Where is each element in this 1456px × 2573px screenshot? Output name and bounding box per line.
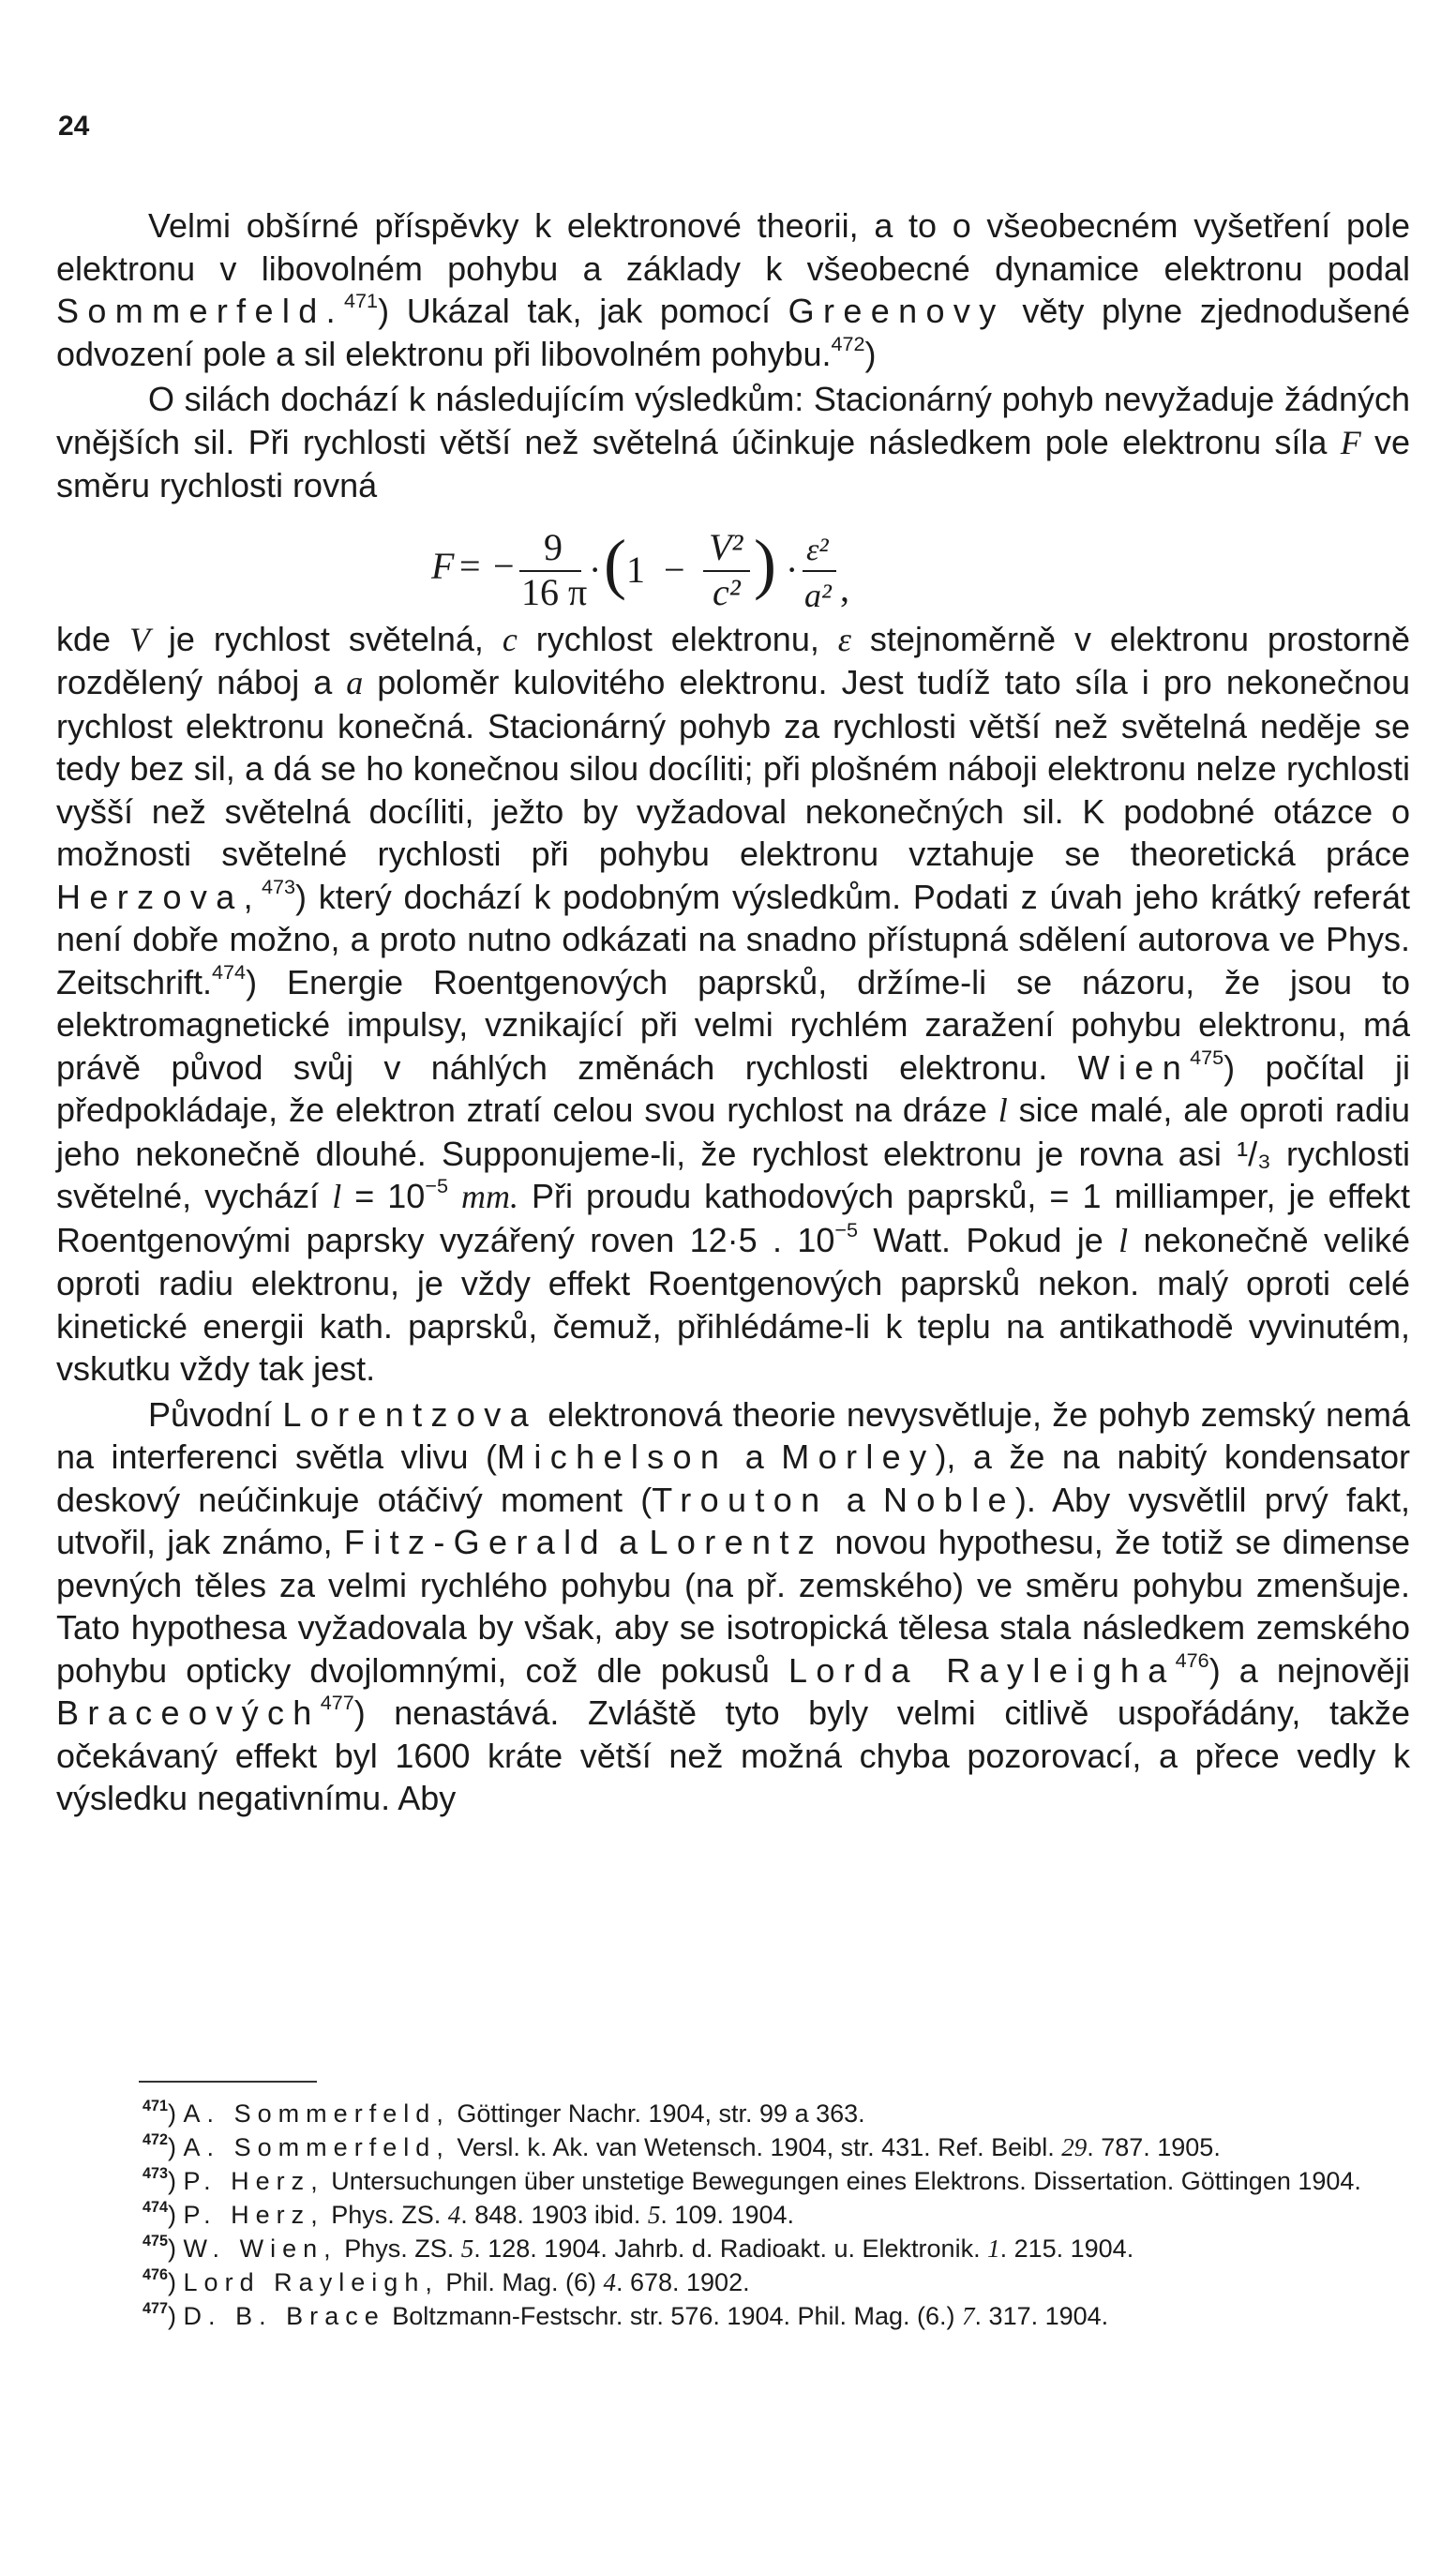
text: nekonečně veliké oproti radiu elektronu, je vždy effekt Roentgenových paprsků nekon. malý oproti celé kinetické energii kath. paprsků, čemuž, přihlédáme-li k teplu na antikathodě vyvinutém, vskutku vždy tak jest. <box>56 1220 1410 1388</box>
formula-F: F <box>431 544 455 587</box>
text: ) nenastává. Zvláště tyto byly velmi citlivě uspořádány, takže očekávaný effekt byl 1600 kráte větší než možná chyba pozorovací, a přece vedly k výsledku negativnímu. Aby <box>56 1693 1410 1817</box>
footnote-text: Göttinger Nachr. 1904, str. 99 a 363. <box>449 2099 865 2128</box>
unit: mm. <box>460 1178 518 1215</box>
volume: 5 <box>460 2234 474 2263</box>
footnote-number: 471 <box>143 2097 169 2114</box>
text: poloměr kulovitého elektronu. Jest tudíž tato síla i pro nekonečnou rychlost elektronu konečná. Stacionárný pohyb za rychlosti větší než světelná neděje se tedy bez sil, a dá se ho konečnou silou docíliti; při plošném náboji elektronu nelze rychlosti vyšší než světelná docíliti, ježto by vyžadoval nekonečných sil. K podobné otázce o možnosti světelné rychlosti při pohybu elektronu vztahuje se theoretická práce <box>56 663 1410 873</box>
footnote-text: Versl. k. Ak. van Wetensch. 1904, str. 431. Ref. Beibl. <box>449 2133 1062 2161</box>
footnote-ref[interactable]: 474 <box>212 959 247 984</box>
formula-eps2: ε² <box>806 532 829 567</box>
footnote-ref[interactable]: 475 <box>1190 1045 1224 1069</box>
footnote-474: $^{474}$) P. Herz, Phys. ZS. 4. 848. 1903 ibid. 5. 109. 1904. <box>143 2198 795 2229</box>
footnote-475: $^{475}$) W. Wien, Phys. ZS. 5. 128. 1904. Jahrb. d. Radioakt. u. Elektronik. 1. 215. 1904. <box>143 2232 1134 2263</box>
formula-numerator: 9 <box>544 525 563 568</box>
text: Watt. Pokud je <box>858 1220 1119 1259</box>
author-name: Wien <box>1077 1047 1191 1087</box>
footnote-author: W. Wien, <box>183 2234 338 2263</box>
formula-a2: a² <box>804 576 832 614</box>
footnote-author: A. Sommerfeld, <box>183 2133 450 2161</box>
footnote-text: Phil. Mag. (6) <box>438 2268 604 2296</box>
paragraph-2 <box>56 378 1410 507</box>
text: ) Energie Roentgenových paprsků, držíme-li se názoru, že jsou to elektromagnetické impulsy, vznikající při velmi rychlém zaražení pohybu elektronu, má právě původ svůj v náhlých změnách rychlosti elektronu. <box>56 962 1410 1087</box>
author-name: Greenovy <box>788 292 1005 330</box>
footnote-473: $^{473}$) P. Herz, Untersuchungen über unstetige Bewegungen eines Elektrons. Dissertation. Göttingen 1904. <box>143 2164 1361 2195</box>
footnote-text: . 317. 1904. <box>974 2302 1109 2330</box>
text: novou hypothesu, že totiž se dimense pevných těles za velmi rychlého pohybu (na př. zemského) ve směru pohybu zmenšuje. Tato hypothesa vyžadovala by však, aby se isotropická tělesa stala následkem zemského pohybu opticky dvojlomnými, což dle pokusů <box>56 1523 1410 1690</box>
formula-V2: V² <box>709 525 743 568</box>
footnote-ref[interactable]: 472 <box>831 331 865 355</box>
footnote-number: 472 <box>143 2130 169 2148</box>
author-name: Sommerfeld. <box>56 292 345 330</box>
formula-equals: = <box>459 544 481 587</box>
math-symbol: l <box>332 1178 342 1215</box>
author-name: Noble <box>883 1480 1015 1519</box>
text: a <box>607 1523 650 1561</box>
paragraph-1 <box>56 204 1410 375</box>
formula-minus: − <box>493 544 515 587</box>
text: a <box>828 1480 884 1519</box>
body-text <box>56 204 1410 1820</box>
volume: 5 <box>647 2201 661 2229</box>
footnote-number: 473 <box>143 2164 169 2182</box>
footnote-ref[interactable]: 473 <box>261 874 295 898</box>
author-name: Fitz-Gerald <box>343 1523 608 1561</box>
footnote-ref[interactable]: 477 <box>320 1690 354 1714</box>
page-number: 24 <box>58 111 90 142</box>
formula-comma: , <box>840 566 849 609</box>
text: rychlost elektronu, <box>517 619 838 658</box>
volume: 1 <box>987 2234 1000 2263</box>
text: elektronová theorie nevysvětluje, že pohyb zemský nemá na interferenci světla vlivu ( <box>56 1394 1410 1476</box>
volume: 4 <box>447 2201 461 2229</box>
text: ) počítal ji předpokládaje, že elektron ztratí celou svou rychlost na dráze <box>56 1047 1410 1129</box>
text <box>448 1177 461 1215</box>
math-symbol: V <box>128 620 150 658</box>
author-name: Michelson <box>497 1437 728 1476</box>
author-name: Lorentzova <box>282 1394 538 1434</box>
text: Velmi obšírné příspěvky k elektronové theorii, a to o všeobecném vyšetření pole elektronu v libovolném pohybu a základy k všeobecné dynamice elektronu podal <box>56 206 1410 288</box>
author-name: Lorentz <box>649 1523 824 1561</box>
math-symbol: c <box>502 620 518 658</box>
footnote-text: . 109. 1904. <box>660 2201 795 2229</box>
footnote-471: $^{471}$) A. Sommerfeld, Göttinger Nachr. 1904, str. 99 a 363. <box>143 2097 865 2128</box>
volume: 4 <box>603 2268 616 2296</box>
volume: 29 <box>1061 2133 1088 2161</box>
text: ve směru rychlosti rovná <box>56 422 1410 504</box>
text: je rychlost světelná, <box>149 619 503 658</box>
text: ). Aby vysvětlil prvý fakt, utvořil, jak známo, <box>56 1480 1410 1561</box>
formula-minus-2: − <box>664 548 685 591</box>
footnote-text: . 128. 1904. Jahrb. d. Radioakt. u. Elektronik. <box>473 2234 988 2263</box>
paragraph-4 <box>56 1393 1410 1820</box>
author-name: Morley <box>781 1437 936 1476</box>
text: ) Ukázal tak, jak pomocí <box>378 292 788 330</box>
text: ) <box>864 334 877 373</box>
text: Původní <box>148 1394 283 1434</box>
footnote-text: Boltzmann-Festschr. str. 576. 1904. Phil. Mag. (6.) <box>384 2302 963 2330</box>
text: ) který dochází k podobným výsledkům. Podati z úvah jeho krátký referát není dobře možno, a proto nutno odkázati na snadno přístupná sdělení autorova ve Phys. Zeitschrift. <box>56 877 1410 1001</box>
text: a <box>728 1437 782 1476</box>
footnote-476: $^{476}$) Lord Rayleigh, Phil. Mag. (6) 4. 678. 1902. <box>143 2265 750 2296</box>
math-symbol: ε <box>837 620 851 658</box>
math-symbol: a <box>346 664 364 701</box>
text: rychlosti světelné, vychází <box>56 1134 1410 1215</box>
footnote-text: Untersuchungen über unstetige Bewegungen eines Elektrons. Dissertation. Göttingen 1904. <box>323 2167 1361 2195</box>
formula-one: 1 <box>626 548 645 591</box>
formula <box>56 507 1410 618</box>
footnote-number: 474 <box>143 2198 169 2216</box>
formula-dot: · <box>589 548 602 591</box>
text: stejnoměrně v elektronu prostorně rozdělený náboj a <box>56 619 1411 701</box>
footnote-text: Phys. ZS. <box>337 2234 461 2263</box>
text: ) a nejnověji <box>1208 1650 1411 1690</box>
footnote-text: . 787. 1905. <box>1087 2133 1221 2161</box>
author-name: Herzova, <box>56 877 262 916</box>
fraction: ¹/₃ <box>1237 1134 1271 1173</box>
footnote-number: 477 <box>143 2299 169 2317</box>
math-symbol: F <box>1340 423 1361 461</box>
footnote-477: $^{477}$) D. B. Brace Boltzmann-Festschr. str. 576. 1904. Phil. Mag. (6.) 7. 317. 1904. <box>143 2299 1109 2330</box>
footnote-text: . 848. 1903 ibid. <box>460 2201 648 2229</box>
left-paren: ( <box>604 525 626 601</box>
footnote-author: Lord Rayleigh, <box>183 2268 439 2296</box>
footnote-author: A. Sommerfeld, <box>183 2099 450 2128</box>
right-paren: ) <box>754 525 776 601</box>
formula-svg <box>56 507 1410 618</box>
text: kde <box>56 619 129 658</box>
math-symbol: l <box>998 1091 1008 1129</box>
footnote-number: 476 <box>143 2265 169 2283</box>
formula-dot-2: · <box>786 548 799 591</box>
text: sice malé, ale oproti radiu jeho nekonečně dlouhé. Supponujeme-li, že rychlost elektronu je rovna asi <box>56 1091 1410 1173</box>
footnote-472: $^{472}$) A. Sommerfeld, Versl. k. Ak. van Wetensch. 1904, str. 431. Ref. Beibl. 29. 787. 1905. <box>143 2130 1221 2161</box>
footnote-author: P. Herz, <box>183 2167 324 2195</box>
author-name: Braceových <box>56 1693 321 1732</box>
footnotes <box>49 2097 1410 2333</box>
footnote-separator <box>139 2081 317 2083</box>
text: = 10 <box>341 1177 426 1215</box>
footnote-author: P. Herz, <box>183 2201 324 2229</box>
text: věty plyne zjednodušené odvození pole a sil elektronu při libovolném pohybu. <box>56 292 1410 373</box>
footnote-text: . 678. 1902. <box>615 2268 750 2296</box>
math-symbol: l <box>1118 1221 1129 1259</box>
text: ), a že na nabitý kondensator deskový neúčinkuje otáčivý moment ( <box>56 1437 1410 1519</box>
author-name: Lorda Rayleigha <box>788 1650 1176 1690</box>
text: O silách dochází k následujícím výsledkům: Stacionárný pohyb nevyžaduje žádných vnějších sil. Při rychlosti větší než světelná účinkuje následkem pole elektronu síla <box>56 380 1410 461</box>
exponent: −5 <box>425 1173 448 1197</box>
footnote-author: D. B. Brace <box>183 2302 385 2330</box>
author-name: Trouton <box>652 1480 829 1519</box>
formula-denominator: 16 π <box>521 570 588 613</box>
exponent: −5 <box>834 1217 859 1241</box>
footnote-text: . 215. 1904. <box>999 2234 1134 2263</box>
footnote-ref[interactable]: 471 <box>344 288 379 312</box>
footnote-number: 475 <box>143 2232 169 2249</box>
footnote-ref[interactable]: 476 <box>1175 1648 1209 1672</box>
footnote-text: Phys. ZS. <box>323 2201 448 2229</box>
volume: 7 <box>962 2302 975 2330</box>
formula-c2: c² <box>713 570 741 613</box>
text: Při proudu kathodových paprsků, = 1 milliamper, je effekt Roentgenovými paprsky vyzářený roven 12·5 . 10 <box>56 1177 1410 1259</box>
paragraph-3 <box>56 618 1410 1391</box>
